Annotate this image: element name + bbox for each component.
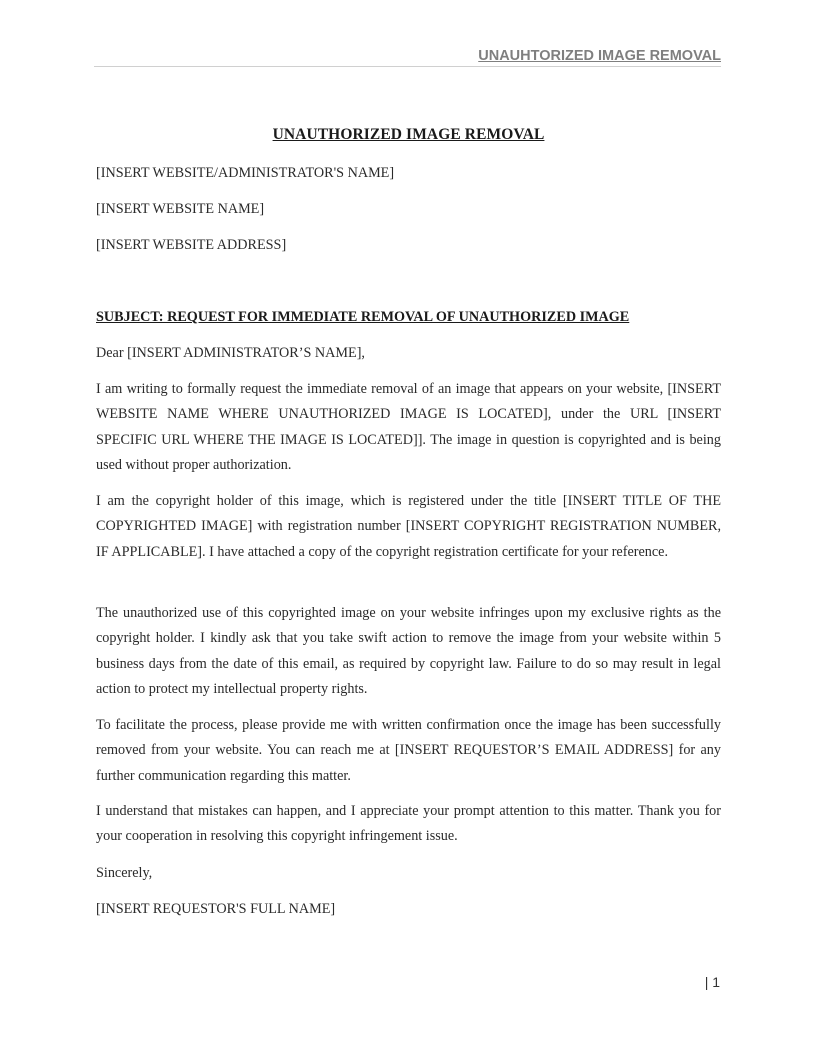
paragraph-request: I am writing to formally request the immediate removal of an image that appears on your website, [INSERT WEBSITE NAME WHERE UNAUTHORIZED IMAGE IS LOCATED], under the URL [INSERT SPECIFIC URL WHERE THE IMAGE IS LOCATED]]. The image in question is copyrighted and is being used without proper authorization. [96,381,721,473]
header-title: UNAUHTORIZED IMAGE REMOVAL [478,48,721,64]
document-title: UNAUTHORIZED IMAGE REMOVAL [272,126,545,143]
closing: Sincerely, [96,865,153,881]
paragraph-confirmation: To facilitate the process, please provide me with written confirmation once the image has been successfully removed from your website. You can reach me at [INSERT REQUESTOR’S EMAIL ADDRESS] for any further communication regarding this matter. [96,717,721,784]
salutation: Dear [INSERT ADMINISTRATOR’S NAME], [96,345,365,361]
signature-line: [INSERT REQUESTOR'S FULL NAME] [96,901,336,917]
recipient-name-line: [INSERT WEBSITE/ADMINISTRATOR'S NAME] [96,165,395,181]
page-number: | 1 [704,974,720,990]
page-header [94,46,721,67]
subject-line: SUBJECT: REQUEST FOR IMMEDIATE REMOVAL OF UNAUTHORIZED IMAGE [96,309,630,325]
paragraph-thanks: I understand that mistakes can happen, and I appreciate your prompt attention to this matter. Thank you for your cooperation in resolving this copyright infringement issue. [96,803,721,845]
paragraph-ownership: I am the copyright holder of this image, which is registered under the title [INSERT TITLE OF THE COPYRIGHTED IMAGE] with registration number [INSERT COPYRIGHT REGISTRATION NUMBER, IF APPLICABLE]. I have attached a copy of the copyright registration certificate for your reference. [96,493,721,560]
recipient-website-address-line: [INSERT WEBSITE ADDRESS] [96,237,287,253]
paragraph-infringement: The unauthorized use of this copyrighted image on your website infringes upon my exclusive rights as the copyright holder. I kindly ask that you take swift action to remove the image from your website within 5 business days from the date of this email, as required by copyright law. Failure to do so may result in legal action to protect my intellectual property rights. [96,605,721,697]
recipient-website-name-line: [INSERT WEBSITE NAME] [96,201,265,217]
